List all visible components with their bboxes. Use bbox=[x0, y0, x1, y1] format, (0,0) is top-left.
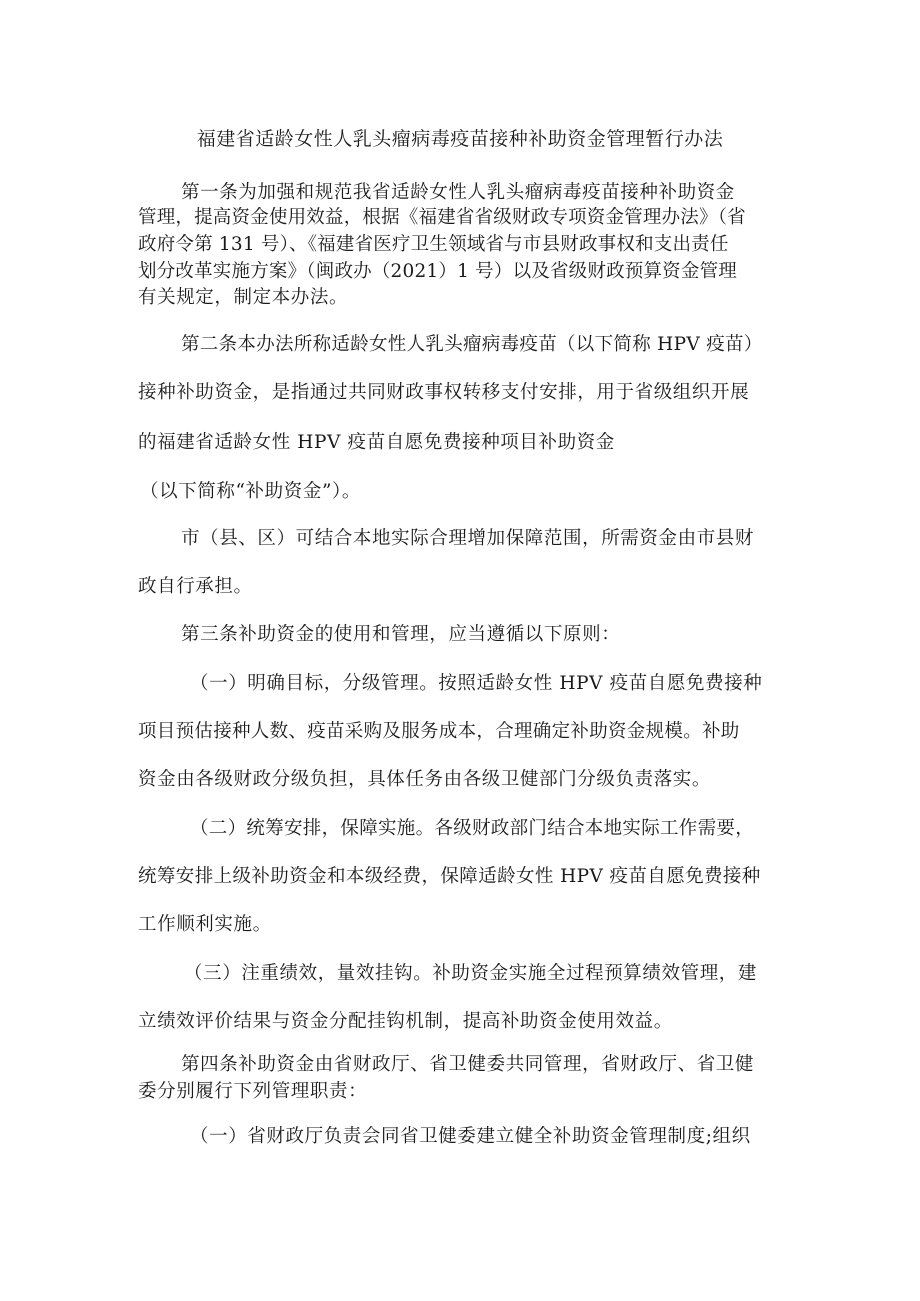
article3-item1-line-1: （一）明确目标，分级管理。按照适龄女性 HPV 疫苗自愿免费接种 bbox=[190, 673, 763, 694]
article2-note-line-1: 市（县、区）可结合本地实际合理增加保障范围，所需资金由市县财 bbox=[181, 528, 755, 549]
article4-item1-line-1: （一）省财政厅负责会同省卫健委建立健全补助资金管理制度;组织 bbox=[190, 1126, 751, 1147]
article3-item1-line-2: 项目预估接种人数、疫苗采购及服务成本，合理确定补助资金规模。补助 bbox=[138, 721, 740, 742]
article3-item2-line-1: （二）统筹安排，保障实施。各级财政部门结合本地实际工作需要， bbox=[190, 818, 755, 839]
article3-item2-line-2: 统筹安排上级补助资金和本级经费，保障适龄女性 HPV 疫苗自愿免费接种 bbox=[138, 866, 761, 887]
article1-line-1: 第一条为加强和规范我省适龄女性人乳头瘤病毒疫苗接种补助资金 bbox=[181, 182, 735, 203]
article3-item3-line-1: （三）注重绩效，量效挂钩。补助资金实施全过程预算绩效管理，建 bbox=[184, 963, 758, 984]
article4-line-1: 第四条补助资金由省财政厅、省卫健委共同管理，省财政厅、省卫健 bbox=[181, 1054, 755, 1075]
article3-item3-line-2: 立绩效评价结果与资金分配挂钩机制，提高补助资金使用效益。 bbox=[138, 1011, 673, 1032]
article2-line-2: 接种补助资金，是指通过共同财政事权转移支付安排，用于省级组织开展 bbox=[138, 382, 750, 403]
article2-line-3: 的福建省适龄女性 HPV 疫苗自愿免费接种项目补助资金 bbox=[138, 432, 615, 453]
article4-line-2: 委分别履行下列管理职责： bbox=[138, 1081, 368, 1102]
article1-line-2: 管理，提高资金使用效益，根据《福建省省级财政专项资金管理办法》（省 bbox=[138, 207, 746, 228]
document-title: 福建省适龄女性人乳头瘤病毒疫苗接种补助资金管理暂行办法 bbox=[196, 128, 724, 150]
article2-line-1: 第二条本办法所称适龄女性人乳头瘤病毒疫苗（以下简称 HPV 疫苗） bbox=[181, 334, 763, 355]
article2-line-4: （以下简称“补助资金”）。 bbox=[140, 481, 361, 502]
article3-intro: 第三条补助资金的使用和管理，应当遵循以下原则： bbox=[181, 624, 621, 645]
article1-line-4: 划分改革实施方案》（闽政办（2021）1 号）以及省级财政预算资金管理 bbox=[138, 261, 737, 282]
article2-note-line-2: 政自行承担。 bbox=[138, 576, 253, 597]
article3-item1-line-3: 资金由各级财政分级负担，具体任务由各级卫健部门分级负责落实。 bbox=[138, 769, 712, 790]
article1-line-5: 有关规定，制定本办法。 bbox=[138, 287, 349, 308]
article1-line-3: 政府令第 131 号）、《福建省医疗卫生领域省与市县财政事权和支出责任 bbox=[138, 234, 729, 255]
article3-item2-line-3: 工作顺利实施。 bbox=[138, 914, 272, 935]
